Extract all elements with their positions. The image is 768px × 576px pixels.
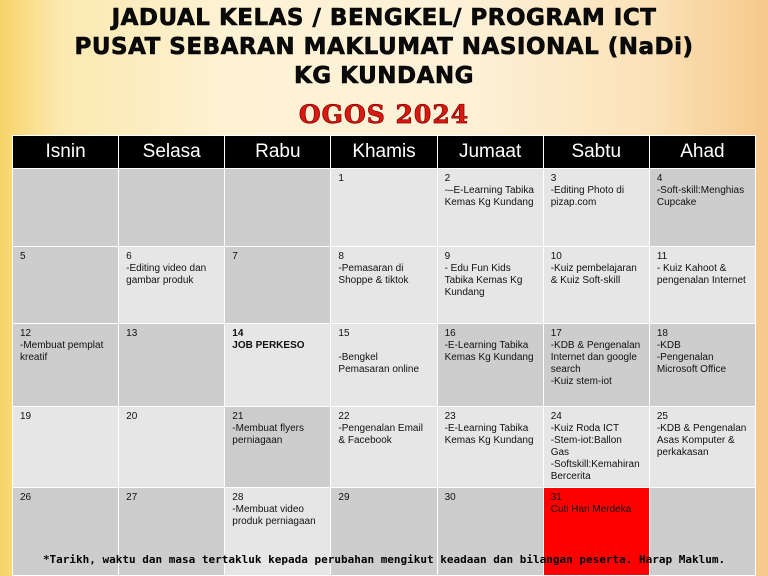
activity-text: -E-Learning Tabika Kemas Kg Kundang <box>444 340 534 363</box>
title-line-1: JADUAL KELAS / BENGKEL/ PROGRAM ICT <box>111 5 657 31</box>
day-number: 19 <box>20 411 32 422</box>
week-row <box>13 247 756 324</box>
activity-text: -Pemasaran di Shoppe & tiktok <box>338 263 409 286</box>
activity-text: -Bengkel Pemasaran online <box>338 352 420 375</box>
activity-text: - Edu Fun Kids Tabika Kemas Kg Kundang <box>444 263 523 298</box>
day-number: 31 <box>550 492 562 503</box>
day-header-isnin: Isnin <box>13 136 119 169</box>
calendar-cell <box>119 247 225 324</box>
month-title: OGOS 2024 <box>298 100 470 129</box>
day-number: 23 <box>444 411 456 422</box>
activity-text: -–E-Learning Tabika Kemas Kg Kundang <box>444 185 534 208</box>
day-number: 9 <box>444 251 451 262</box>
calendar-cell <box>225 169 331 247</box>
day-number: 13 <box>126 328 138 339</box>
day-number: 25 <box>656 411 668 422</box>
day-number: 12 <box>20 328 32 339</box>
day-number: 22 <box>338 411 350 422</box>
day-number: 24 <box>550 411 562 422</box>
calendar-cell <box>543 324 649 407</box>
day-header-ahad: Ahad <box>649 136 755 169</box>
calendar-cell <box>225 407 331 488</box>
calendar-cell <box>543 247 649 324</box>
day-number: 10 <box>550 251 562 262</box>
calendar-cell <box>331 324 437 407</box>
calendar-cell <box>13 324 119 407</box>
calendar-cell <box>649 247 755 324</box>
day-number: 18 <box>656 328 668 339</box>
day-header-selasa: Selasa <box>119 136 225 169</box>
day-number: 17 <box>550 328 562 339</box>
activity-text: -Kuiz Roda ICT -Stem-iot:Ballon Gas -Softskill:Kemahiran Bercerita <box>550 423 640 482</box>
day-number: 1 <box>338 173 344 184</box>
day-number: 8 <box>338 251 344 262</box>
calendar-cell <box>225 247 331 324</box>
title-line-3: KG KUNDANG <box>293 63 475 89</box>
calendar-cell <box>13 247 119 324</box>
activity-text: JOB PERKESO <box>232 340 305 351</box>
day-number: 28 <box>232 492 244 503</box>
day-number: 29 <box>338 492 350 503</box>
day-header-rabu: Rabu <box>225 136 331 169</box>
calendar-cell <box>225 324 331 407</box>
activity-text: -KDB & Pengenalan Internet dan google search -Kuiz stem-iot <box>550 340 641 387</box>
activity-text: -Pengenalan Email & Facebook <box>338 423 423 446</box>
activity-text: -Kuiz pembelajaran & Kuiz Soft-skill <box>550 263 637 286</box>
day-number: 16 <box>444 328 456 339</box>
footnote: *Tarikh, waktu dan masa tertakluk kepada perubahan mengikut keadaan dan bilangan peserta. Harap Maklum. <box>42 553 726 566</box>
day-number: 15 <box>338 328 350 339</box>
activity-text: -KDB -Pengenalan Microsoft Office <box>656 340 727 375</box>
calendar-cell <box>119 324 225 407</box>
calendar-cell <box>119 169 225 247</box>
calendar-cell <box>437 169 543 247</box>
calendar-table <box>12 135 756 576</box>
calendar-cell <box>331 407 437 488</box>
calendar-cell <box>119 407 225 488</box>
activity-text: -Membuat pemplat kreatif <box>20 340 104 363</box>
calendar-cell <box>331 169 437 247</box>
calendar-cell <box>649 324 755 407</box>
week-row <box>13 324 756 407</box>
calendar-cell <box>543 169 649 247</box>
day-number: 14 <box>232 328 244 339</box>
holiday-text: Cuti Hari Merdeka <box>550 504 632 515</box>
day-number: 4 <box>656 173 663 184</box>
calendar-cell <box>543 407 649 488</box>
activity-text: -KDB & Pengenalan Asas Komputer & perkakasan <box>656 423 747 458</box>
calendar-cell <box>331 247 437 324</box>
day-number: 21 <box>232 411 244 422</box>
week-row <box>13 407 756 488</box>
calendar-cell <box>437 247 543 324</box>
day-number: 5 <box>20 251 26 262</box>
activity-text: - Kuiz Kahoot & pengenalan Internet <box>656 263 746 286</box>
day-header-sabtu: Sabtu <box>543 136 649 169</box>
day-number: 2 <box>444 173 451 184</box>
day-number: 20 <box>126 411 138 422</box>
week-row <box>13 169 756 247</box>
day-number: 3 <box>550 173 557 184</box>
day-header-khamis: Khamis <box>331 136 437 169</box>
calendar-cell <box>649 169 755 247</box>
day-number: 6 <box>126 251 132 262</box>
day-number: 27 <box>126 492 138 503</box>
activity-text: -Membuat flyers perniagaan <box>232 423 304 446</box>
calendar-cell <box>13 169 119 247</box>
calendar-cell <box>13 407 119 488</box>
day-number: 26 <box>20 492 32 503</box>
activity-text: -Soft-skill:Menghias Cupcake <box>656 185 745 208</box>
activity-text: -Editing video dan gambar produk <box>126 263 207 286</box>
calendar-cell <box>649 407 755 488</box>
activity-text: -Editing Photo di pizap.com <box>550 185 625 208</box>
day-number: 30 <box>444 492 456 503</box>
day-header-row <box>13 136 756 169</box>
day-header-jumaat: Jumaat <box>437 136 543 169</box>
day-number: 11 <box>656 251 668 262</box>
title-line-2: PUSAT SEBARAN MAKLUMAT NASIONAL (NaDi) <box>74 34 694 60</box>
activity-text: -Membuat video produk perniagaan <box>232 504 316 527</box>
day-number: 7 <box>232 251 238 262</box>
calendar-cell <box>437 324 543 407</box>
activity-text: -E-Learning Tabika Kemas Kg Kundang <box>444 423 534 446</box>
calendar-cell <box>437 407 543 488</box>
